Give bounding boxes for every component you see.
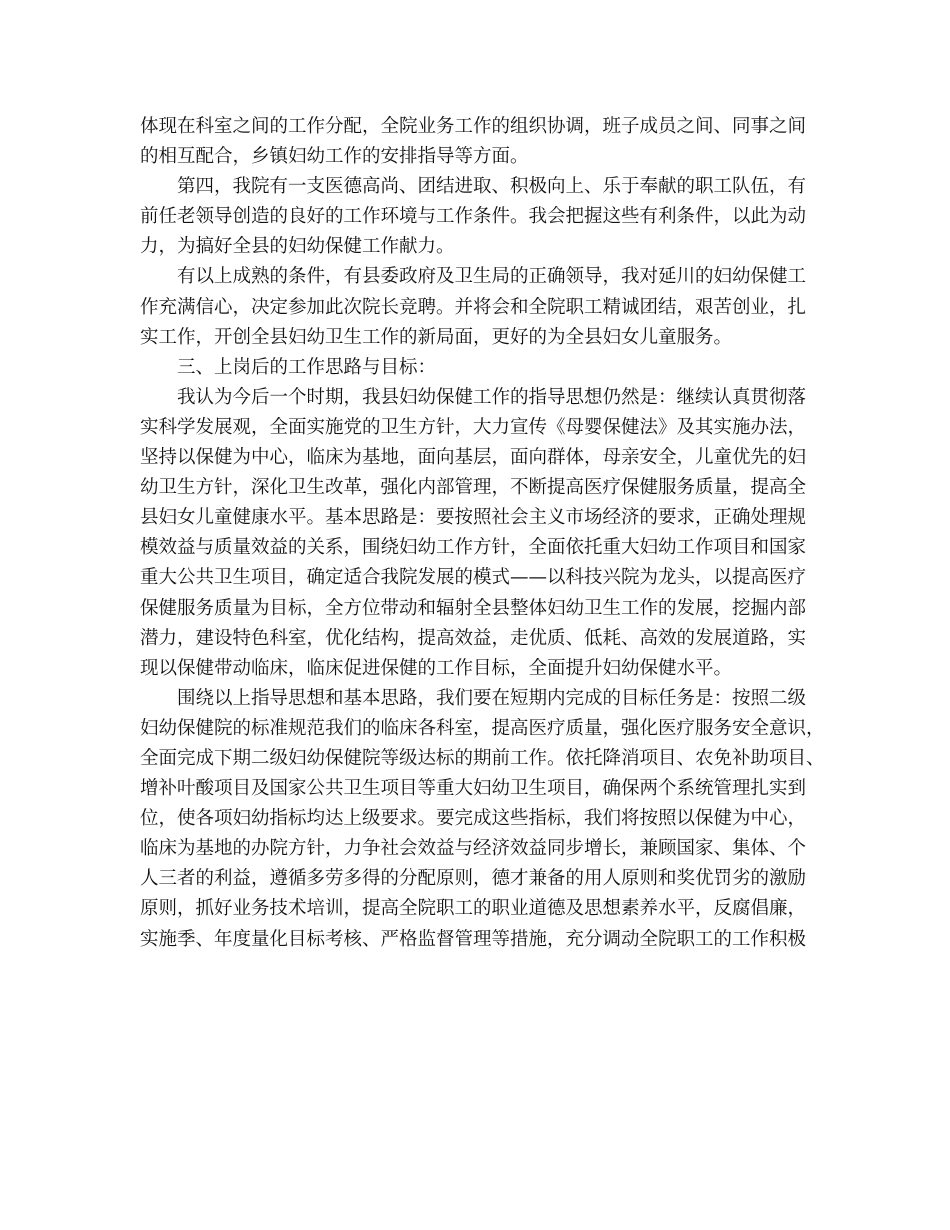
text-line: 临床为基地的办院方针，力争社会效益与经济效益同步增长，兼顾国家、集体、个 bbox=[140, 838, 807, 860]
text-line: 重大公共卫生项目，确定适合我院发展的模式——以科技兴院为龙头，以提高医疗 bbox=[140, 567, 807, 589]
text-line: 位，使各项妇幼指标均达上级要求。要完成这些指标，我们将按照以保健为中心， bbox=[140, 808, 807, 830]
text-line: 实工作，开创全县妇幼卫生工作的新局面，更好的为全县妇女儿童服务。 bbox=[140, 326, 733, 348]
text-line: 原则，抓好业务技术培训，提高全院职工的职业道德及思想素养水平，反腐倡廉， bbox=[140, 898, 807, 920]
text-line: 模效益与质量效益的关系，围绕妇幼工作方针，全面依托重大妇幼工作项目和国家 bbox=[140, 537, 807, 559]
text-line: 实科学发展观，全面实施党的卫生方针，大力宣传《母婴保健法》及其实施办法， bbox=[140, 416, 807, 438]
text-line: 全面完成下期二级妇幼保健院等级达标的期前工作。依托降消项目、农免补助项目、 bbox=[140, 747, 825, 769]
paragraph-start-line: 有以上成熟的条件，有县委政府及卫生局的正确领导，我对延川的妇幼保健工 bbox=[177, 266, 807, 288]
text-line: 坚持以保健为中心，临床为基地，面向基层，面向群体，母亲安全，儿童优先的妇 bbox=[140, 447, 807, 469]
paragraph-start-line: 我认为今后一个时期，我县妇幼保健工作的指导思想仍然是：继续认真贯彻落 bbox=[177, 386, 807, 408]
text-line: 作充满信心，决定参加此次院长竞聘。并将会和全院职工精诚团结，艰苦创业，扎 bbox=[140, 296, 807, 318]
text-line: 县妇女儿童健康水平。基本思路是：要按照社会主义市场经济的要求，正确处理规 bbox=[140, 507, 807, 529]
text-line: 实施季、年度量化目标考核、严格监督管理等措施，充分调动全院职工的工作积极 bbox=[140, 928, 807, 950]
text-line: 保健服务质量为目标，全方位带动和辐射全县整体妇幼卫生工作的发展，挖掘内部 bbox=[140, 597, 807, 619]
body-text bbox=[140, 112, 825, 955]
text-line: 妇幼保健院的标准规范我们的临床各科室，提高医疗质量，强化医疗服务安全意识， bbox=[140, 717, 825, 739]
text-line: 增补叶酸项目及国家公共卫生项目等重大妇幼卫生项目，确保两个系统管理扎实到 bbox=[140, 778, 807, 800]
text-line: 力，为搞好全县的妇幼保健工作献力。 bbox=[140, 236, 455, 258]
text-line: 现以保健带动临床，临床促进保健的工作目标，全面提升妇幼保健水平。 bbox=[140, 657, 733, 679]
text-line: 体现在科室之间的工作分配，全院业务工作的组织协调，班子成员之间、同事之间 bbox=[140, 116, 807, 137]
text-line: 人三者的利益，遵循多劳多得的分配原则，德才兼备的用人原则和奖优罚劣的激励 bbox=[140, 868, 807, 890]
text-line: 的相互配合，乡镇妇幼工作的安排指导等方面。 bbox=[140, 146, 529, 168]
text-line: 潜力，建设特色科室，优化结构，提高效益，走优质、低耗、高效的发展道路，实 bbox=[140, 627, 807, 649]
section-heading: 三、上岗后的工作思路与目标： bbox=[177, 356, 437, 378]
text-line: 前任老领导创造的良好的工作环境与工作条件。我会把握这些有利条件，以此为动 bbox=[140, 206, 807, 228]
paragraph-start-line: 围绕以上指导思想和基本思路，我们要在短期内完成的目标任务是：按照二级 bbox=[177, 687, 807, 709]
paragraph-start-line: 第四，我院有一支医德高尚、团结进取、积极向上、乐于奉献的职工队伍，有 bbox=[177, 176, 807, 198]
text-line: 幼卫生方针，深化卫生改革，强化内部管理，不断提高医疗保健服务质量，提高全 bbox=[140, 477, 807, 499]
